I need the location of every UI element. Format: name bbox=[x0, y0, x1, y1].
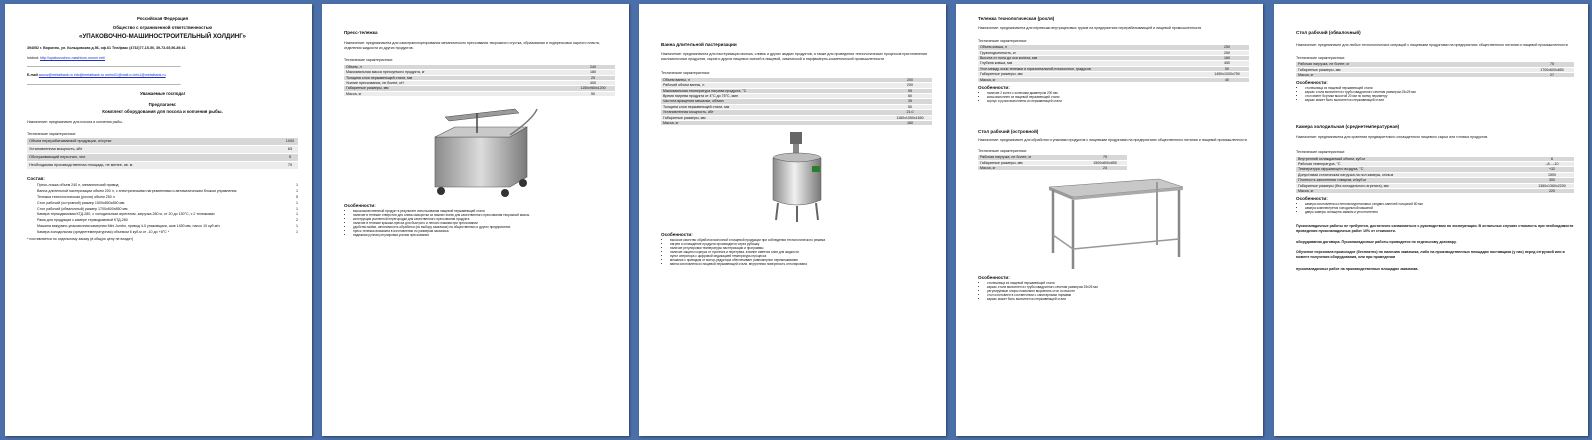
table-row: Рабочая нагрузка, не более, кг 75 bbox=[978, 155, 1127, 160]
company-name: «УПАКОВОЧНО-МАШИНОСТРОИТЕЛЬНЫЙ ХОЛДИНГ» bbox=[79, 33, 246, 41]
composition-title: Состав: bbox=[27, 175, 45, 181]
document-page-1: Российская Федерация Общество с ограниченной ответственностью «УПАКОВОЧНО-МАШИНОСТРОИТЕЛЬНЫЙ ХОЛДИНГ» 394052 г. Воронеж, ул. Кольцовская д.56, оф.61 Тел/факс (4732)77-15-50, 39-73-65,56-89-61 Intdmd: http://upakovochno-mashinos.nurom.net/ ——————————————————————————————————— E-mail aocov@metalbank.ru info@metalbank.ru umhu01@mail.ru info1@metalbank.ru ——————————————————————————————————— Уважаемые господа! Предлагаем: Комплект оборудования для посола и копчения рыбы. Назначение: предназначен для посола и копчения рыбы. Технические характеристики: Объем перерабатываемой продукции, кг/сутки 1000 Установленная мощность, кВт 63 Обслуживающий персонал, чел. 5 Необходимая производственная площадь, не менее, кв. м 70 Состав: Пресс-ложка объем 240 л, механический привод 1 Ванна длительной пастеризации объем 200 л, с электрическими нагревателями и автоматическим блоком управления 1 Тележка технологическая (рохля) объем 250 л 5 Стол рабочий (островной) размер 1500х850х850 мм 1 Стол рабочий (обвалочный) размер 1700х600х850 мм 1 Камера термодымовая КТД-280, с холодильным агрегатом, загрузка 280 кг, от 20 до 150°С, с 2 тележками 1 Рама для продукции к камере термодымовой КТД-280 2 Машина вакуумно-упаковочная камерная Mini Jumbo, привод 4-0 упаковщики, шов 1450 мм, насос 10 куб.м/ч 1 Камера холодильная (среднетемпературная) объемом 6 куб.м от -10 до +8°С * 1 * поставляется по отдельному заказу (в общую цену не входит) bbox=[5, 4, 312, 436]
list-item: • стол изготовлен в соответствии с санитарными нормами bbox=[987, 293, 1249, 297]
table-row: Допустимая статическая нагрузка на пол камеры, кг/кв.м 1500 bbox=[1296, 172, 1574, 177]
list-item: • ванна изготовлена из пищевой нержавеющей стали, внутренняя поверхность отполирована bbox=[670, 262, 932, 266]
section-title: Камера холодильная (среднетемпературная) bbox=[1296, 124, 1400, 130]
features-list bbox=[987, 91, 1249, 103]
list-item: Рама для продукции к камере термодымовой КТД-280 2 bbox=[37, 218, 298, 223]
tech-table bbox=[27, 138, 298, 170]
tech-table bbox=[344, 65, 615, 97]
note-contract: оборудования договора. Пусконаладочные работы проводятся по отдельному договору. bbox=[1296, 239, 1457, 244]
site-label: Intdmd: bbox=[27, 55, 39, 60]
list-item: • корпус и ручки выполнены из нержавеющей стали bbox=[987, 99, 1249, 103]
features-title: Особенности: bbox=[1296, 196, 1328, 202]
table-row: Температура окружающего воздуха, °С +32 bbox=[1296, 167, 1574, 172]
table-row: Объем ковша, л 250 bbox=[978, 45, 1249, 50]
tech-table bbox=[978, 45, 1249, 83]
island-table-image bbox=[1039, 173, 1189, 273]
table-row: Необходимая производственная площадь, не менее, кв. м 70 bbox=[27, 161, 298, 169]
tech-table bbox=[661, 78, 932, 127]
table-row: Рабочий объем ванны, л 200 bbox=[661, 83, 932, 88]
email-label: E-mail bbox=[27, 73, 38, 78]
offer: Предлагаем: bbox=[148, 101, 177, 107]
list-item: • нагрев и охлаждение продукта производятся через рубашку bbox=[670, 242, 932, 246]
table-row: Рабочая температура, °С –8...–10 bbox=[1296, 162, 1574, 167]
list-item: • ковш выполнен из пищевой нержавеющей стали bbox=[987, 95, 1249, 99]
footnote: * поставляется по отдельному заказу (в общую цену не входит) bbox=[27, 236, 134, 241]
note-site: пусконаладочных работ на производственных площадях заказчика. bbox=[1296, 267, 1419, 272]
tech-title: Технические характеристики: bbox=[978, 148, 1027, 153]
features-title: Особенности: bbox=[661, 232, 693, 238]
table-row: Обслуживающий персонал, чел. 5 bbox=[27, 153, 298, 161]
table-row: Время нагрева продукта от 4°С до 75°С, мин 60 bbox=[661, 94, 932, 99]
tech-table bbox=[978, 155, 1127, 171]
document-page-2 bbox=[322, 4, 629, 436]
site-link[interactable]: http://upakovochno-mashinos.nurom.net/ bbox=[40, 55, 106, 60]
list-item: Стол рабочий (обвалочный) размер 1700х600х850 мм 1 bbox=[37, 206, 298, 211]
table-row: Максимальная масса прессуемого продукта, кг 180 bbox=[344, 70, 615, 75]
table-row: Габаритные размеры, мм 1180x1050x1650 bbox=[661, 115, 932, 120]
table-row: Габаритные размеры, мм 1450х1000х750 bbox=[978, 72, 1249, 77]
list-item: Камера термодымовая КТД-280, с холодильным агрегатом, загрузка 280 кг, от 20 до 150°С, с 2 тележками 1 bbox=[37, 212, 298, 217]
list-item: • высокое качество обработки молочной и пищевой продукции при соблюдении технологического режима bbox=[670, 238, 932, 242]
tech-title: Технические характеристики: bbox=[1296, 150, 1345, 154]
list-item: • наличие в тележке отверстия для слива сыворотки из нижних ячеек для качественного прессования творожной массы bbox=[353, 213, 615, 217]
note-training: Обучение персонала происходит (бесплатно) по наличию заказчика, либо на производственных площадях поставщика (у нас) перед отгрузкой или в момент получения оборудования, или при проведении bbox=[1296, 250, 1565, 259]
table-row: Толщина слоя нержавеющей стали, мм 50 bbox=[661, 104, 932, 109]
table-row: Масса, кг 40 bbox=[978, 77, 1249, 82]
table-row: Внутренний охлаждаемый объем, куб.м 6 bbox=[1296, 157, 1574, 162]
table-row: Рабочая нагрузка, не более, кг 75 bbox=[1296, 62, 1574, 67]
table-row: Габаритные размеры (без холодильного агрегата), мм 1360х1360х2200 bbox=[1296, 183, 1574, 188]
list-item: • надежная ручная регулировка усилия прессования bbox=[353, 233, 615, 237]
list-item: • удобство мойки, автономность обработки (по выбору заказчика) на общественных и других предприятиях bbox=[353, 225, 615, 229]
email-links[interactable]: aocov@metalbank.ru info@metalbank.ru umhu01@mail.ru info1@metalbank.ru bbox=[38, 73, 166, 78]
section-title: Стол рабочий (островной) bbox=[978, 129, 1039, 135]
features-title: Особенности: bbox=[978, 275, 1010, 281]
features-list bbox=[1305, 202, 1574, 214]
table-row: Максимальная температура нагрева продукта, °С 95 bbox=[661, 88, 932, 93]
list-item: Тележка технологическая (рохля) объем 250 л 5 bbox=[37, 194, 298, 199]
list-item: • пульт оператора с цифровой индикацией температуры процесса bbox=[670, 254, 932, 258]
features-list bbox=[670, 238, 932, 266]
list-item: • камера комплектуется холодильной машиной bbox=[1305, 206, 1574, 210]
table-row: Толщина слоя нержавеющей стали, мм 25 bbox=[344, 75, 615, 80]
company-address: 394052 г. Воронеж, ул. Кольцовская д.56, оф.61 Тел/факс (4732)77-15-50, 39-73-65,56-89-61 bbox=[27, 46, 186, 51]
section-title: Ванна длительной пастеризации bbox=[661, 42, 737, 47]
list-item: • мешалка с приводом от мотор-редуктора обеспечивает равномерное перемешивание bbox=[670, 258, 932, 262]
table-row: Установленная мощность, кВт 21.0 bbox=[661, 110, 932, 115]
table-row: Высота от пола до оси колеса, мм 160 bbox=[978, 56, 1249, 61]
table-row: Плотность заполнения товаром, кг/куб.м 300 bbox=[1296, 178, 1574, 183]
note-commissioning: Пусконаладочные работы не требуются, достаточно ознакомиться с руководством по эксплуатации. В остальных случаях стоимость при необходимости проведения пусконаладочных работ 10% от стоимости. bbox=[1296, 224, 1574, 234]
list-item: • наличие в тележке крышки-пресса для быстрого и легкого нажима при прессовании bbox=[353, 221, 615, 225]
table-row: Грузоподъемность, кг 250 bbox=[978, 50, 1249, 55]
purpose: Назначение: предназначен для посола и копчения рыбы. bbox=[27, 119, 123, 124]
table-row: Глубина ковша, мм 450 bbox=[978, 61, 1249, 66]
purpose: Назначение: предназначена для перевозки внутрицеховых грузов на предприятиях перерабатывающей и пищевой промышленности bbox=[978, 26, 1202, 30]
list-item: Машина вакуумно-упаковочная камерная Mini Jumbo, привод 4-0 упаковщики, шов 1450 мм, насос 10 куб.м/ч 1 bbox=[37, 224, 298, 229]
list-item: • столешница из пищевой нержавеющей стали bbox=[987, 281, 1249, 285]
greeting: Уважаемые господа! bbox=[139, 90, 186, 96]
section-title: Тележка технологическая (рохля) bbox=[978, 16, 1055, 21]
purpose: Назначение: предназначена для пастеризации молока, сливок и других жидких продуктов, а также для проведения технологических процессов приготовления кисломолочных продуктов, сыров и других пищевых смесей в пищевой, химической и парфюмерно-косметической промышленности bbox=[661, 52, 927, 61]
list-item: Стол рабочий (островной) размер 1500х850х850 мм 1 bbox=[37, 200, 298, 205]
list-item: Ванна длительной пастеризации объем 200 л, с электрическими нагревателями и автоматическим блоком управления 1 bbox=[37, 188, 298, 193]
tech-title: Технические характеристики: bbox=[27, 132, 76, 137]
section-title: Стол рабочий (обвалочный) bbox=[1296, 30, 1361, 35]
list-item: • высококачественный продукт в результате использования пищевой нержавеющей стали bbox=[353, 209, 615, 213]
table-row: Частота вращения мешалки, об/мин 35 bbox=[661, 99, 932, 104]
table-row: Масса, кг 24 bbox=[978, 166, 1127, 171]
table-row: Усилие прессования, не более, кН 400 bbox=[344, 81, 615, 86]
purpose: Назначение: предназначена для хранения предварительно охлажденного пищевого сырья или готовых продуктов. bbox=[1296, 135, 1489, 140]
document-page-3 bbox=[639, 4, 946, 436]
purpose: Назначение: предназначена для самотранспортирования механического прессования творожного сгустка, образования и подпрессовки сырного пласта, отделения жидкости из других продуктов. bbox=[344, 41, 600, 50]
list-item: • камера изготовлена из пенополиуретановых сэндвич-панелей толщиной 80 мм bbox=[1305, 202, 1574, 206]
features-title: Особенности: bbox=[978, 85, 1010, 91]
country: Российская Федерация bbox=[136, 16, 189, 21]
table-row: Объем перерабатываемой продукции, кг/сутки 1000 bbox=[27, 138, 298, 146]
table-row: Габаритные размеры, мм 1150x980x1200 bbox=[344, 86, 615, 91]
tech-table bbox=[1296, 157, 1574, 195]
tech-table bbox=[1296, 62, 1574, 78]
table-row: Габаритные размеры, мм 1700х600х850 bbox=[1296, 67, 1574, 72]
list-item: • регулируемые опоры позволяют выровнять стол по высоте bbox=[987, 289, 1249, 293]
list-item: • наличие 2 колес с колесами диаметром 200 мм bbox=[987, 91, 1249, 95]
tech-title: Технические характеристики: bbox=[344, 58, 393, 63]
list-item: • пресс-тележка возможна в изготовлении по размерам заказчика bbox=[353, 229, 615, 233]
table-row: Установленная мощность, кВт 63 bbox=[27, 145, 298, 153]
table-row: Масса, кг 27 bbox=[1296, 73, 1574, 78]
table-row: Объем, л 240 bbox=[344, 65, 615, 70]
features-title: Особенности: bbox=[1296, 80, 1328, 86]
list-item: • каркас может быть выполнен из нержавеющей стали bbox=[987, 297, 1249, 301]
list-item: • столешница из пищевой нержавеющей стали bbox=[1305, 86, 1574, 90]
tech-title: Технические характеристики: bbox=[1296, 55, 1345, 60]
list-item: • наличие регулировки температуры пастеризации и программы bbox=[670, 246, 932, 250]
table-row: Габаритные размеры, мм 1500х800х850 bbox=[978, 160, 1127, 165]
company-type: Общество с ограниченной ответственностью bbox=[112, 24, 213, 30]
table-row: Угол между осью тележки и горизонтальной плоскостью, градусов 50 bbox=[978, 66, 1249, 71]
list-item: • наличие защиты корпуса от протечек и перегрева, в ванне имеется слив для жидкости bbox=[670, 250, 932, 254]
tech-title: Технические характеристики: bbox=[661, 71, 710, 76]
document-page-5 bbox=[1274, 4, 1588, 436]
features-list bbox=[353, 209, 615, 237]
features-title: Особенности: bbox=[344, 203, 376, 209]
table-row: Масса, кг 160 bbox=[661, 121, 932, 126]
features-list bbox=[987, 281, 1249, 301]
document-page-4 bbox=[956, 4, 1263, 436]
list-item: Пресс-ложка объем 240 л, механический привод 1 bbox=[37, 182, 298, 187]
list-item: • каркас стола выполнен из трубы квадратного сечения размером 25x25 мм bbox=[987, 285, 1249, 289]
offer-title: Комплект оборудования для посола и копчения рыбы. bbox=[102, 109, 223, 115]
list-item: • стол имеет бортики высотой 20 мм по всему периметру bbox=[1305, 94, 1574, 98]
tech-title: Технические характеристики: bbox=[978, 38, 1027, 43]
features-list bbox=[1305, 86, 1574, 102]
purpose: Назначение: предназначен для обработки и упаковки продуктов с пищевыми продуктами на предприятиях общественного питания и пищевой промышленности bbox=[978, 138, 1247, 143]
press-cart-image bbox=[415, 99, 545, 199]
list-item: • дверь камеры оснащена замком и уплотнителем bbox=[1305, 210, 1574, 214]
section-title: Пресс-тележка bbox=[344, 30, 378, 35]
list-item: Камера холодильная (среднетемпературная) объемом 6 куб.м от -10 до +8°С * 1 bbox=[37, 230, 298, 235]
list-item: • каркас стола выполнен из трубы квадратного сечения размером 25x25 мм bbox=[1305, 90, 1574, 94]
composition-list bbox=[27, 183, 298, 235]
list-item: • конструкция усиленной перегородки для качественного прессования продукта bbox=[353, 217, 615, 221]
table-row: Объем ванны, л 200 bbox=[661, 78, 932, 83]
table-row: Масса, кг 220 bbox=[1296, 189, 1574, 194]
pasteurization-tank-image bbox=[762, 128, 832, 228]
list-item: • каркас может быть выполнен из нержавеющей стали bbox=[1305, 98, 1574, 102]
table-row: Масса, кг 50 bbox=[344, 91, 615, 96]
purpose: Назначение: предназначен для любых технологических операций с пищевыми продуктами на предприятиях общественного питания и пищевой промышленности bbox=[1296, 43, 1568, 47]
